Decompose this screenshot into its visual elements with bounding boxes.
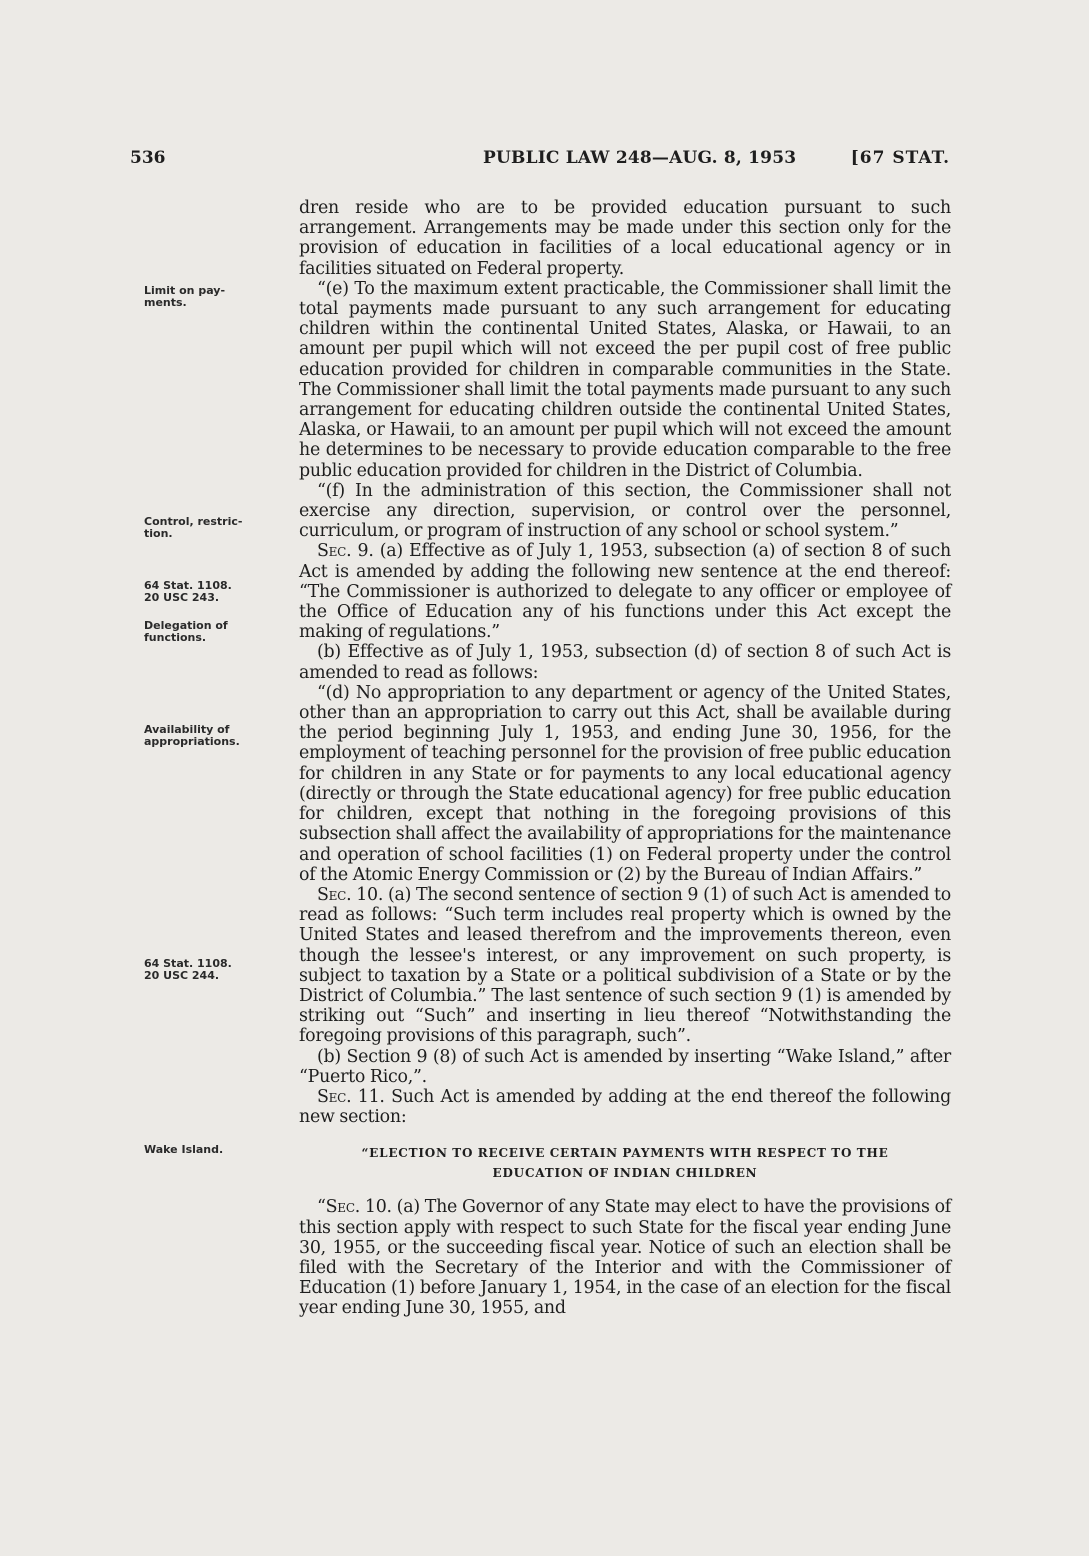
margin-note-line: 20 USC 244. (144, 969, 220, 982)
page-number: 536 (130, 148, 166, 168)
section-label: Sec. (317, 541, 352, 562)
paragraph-section-9b: (b) Effective as of July 1, 1953, subsection (d) of section 8 of such Act is amended to read as follows: (299, 642, 951, 683)
paragraph-subsection-e: “(e) To the maximum extent practicable, the Commissioner shall limit the total payments made pursuant to any such arrangement for educating children within the continental United States, Alaska, or Hawaii, to an amount per pupil which will not exceed the per pupil cost of free public education provided for children in comparable communities in the State. The Commissioner shall limit the total payments made pursuant to any such arrangement for educating children outside the continental United States, Alaska, or Hawaii, to an amount per pupil which will not exceed the amount he determines to be necessary to provide education comparable to the free public education provided for children in the District of Columbia. (299, 278, 951, 481)
margin-note-line: tion. (144, 527, 173, 540)
paragraph-text: 11. Such Act is amended by adding at the end thereof the following new section: (299, 1086, 951, 1128)
paragraph-subsection-f: “(f) In the administration of this section, the Commissioner shall not exercise any direction, supervision, or control over the personnel, curriculum, or program of instruction of any school or school system.” (299, 480, 951, 542)
margin-note-control-restriction (144, 516, 294, 540)
page-header (130, 148, 950, 172)
margin-note-line: Control, restric- (144, 515, 243, 528)
paragraph-text: 9. (a) Effective as of July 1, 1953, subsection (a) of section 8 of such Act is amended by adding the following new sentence at the end thereof: “The Commissioner is authorized to delegate to any officer or employee of the Office of Education any of his functions under this Act except the making of regulations.” (299, 541, 951, 643)
margin-note-availability-of-appropriations (144, 724, 294, 748)
margin-note-line: Limit on pay- (144, 284, 226, 297)
paragraph-text: 10. (a) The second sentence of section 9 (1) of such Act is amended to read as follows: “Such term includes real property which is owned by the United States and leased therefrom and the improvements thereon, even though the lessee's interest, or any improvement on such property, is subject to taxation by a State or a political subdivision of a State or by the District of Columbia.” The last sentence of such section 9 (1) is amended by striking out “Such” and inserting in lieu thereof “Notwithstanding the foregoing provisions of this paragraph, such”. (299, 884, 951, 1047)
paragraph-section-10b: (b) Section 9 (8) of such Act is amended by inserting “Wake Island,” after “Puerto Rico,”. (299, 1046, 951, 1087)
volume-reference: [67 STAT. (850, 148, 950, 168)
margin-note-line: appropriations. (144, 735, 240, 748)
running-title: PUBLIC LAW 248—AUG. 8, 1953 (483, 148, 797, 168)
margin-note-line: ments. (144, 296, 187, 309)
margin-note-line: 20 USC 243. (144, 591, 220, 604)
body-text (299, 198, 951, 1319)
paragraph: dren reside who are to be provided education pursuant to such arrangement. Arrangements may be made under this section only for the provision of education in facilities of a local educational agency or in facilities situated on Federal property. (299, 198, 951, 279)
paragraph-subsection-d: “(d) No appropriation to any department or agency of the United States, other than an appropriation to carry out this Act, shall be available during the period beginning July 1, 1953, and ending June 30, 1956, for the employment of teaching personnel for the provision of free public education for children in any State or for payments to any local educational agency (directly or through the State educational agency) for free public education for children, except that nothing in the foregoing provisions of this subsection shall affect the availability of appropriations for the maintenance and operation of school facilities (1) on Federal property under the control of the Atomic Energy Commission or (2) by the Bureau of Indian Affairs.” (299, 682, 951, 885)
margin-note-line: Wake Island. (144, 1143, 224, 1156)
heading-line: “ELECTION TO RECEIVE CERTAIN PAYMENTS WITH RESPECT TO THE (361, 1146, 889, 1161)
paragraph-section-9a (299, 541, 951, 642)
margin-note-line: Delegation of (144, 619, 228, 632)
margin-note-line: functions. (144, 631, 207, 644)
margin-note-wake-island (144, 1144, 294, 1156)
margin-note-limit-on-payments (144, 285, 294, 309)
section-heading (299, 1143, 951, 1183)
margin-note-citation-sec9 (144, 580, 294, 604)
margin-note-line: 64 Stat. 1108. (144, 957, 232, 970)
section-label: Sec. (317, 1086, 352, 1107)
section-label: Sec. (325, 1197, 361, 1218)
paragraph-text: 10. (a) The Governor of any State may elect to have the provisions of this section apply with respect to such State for the fiscal year ending June 30, 1955, or the succeeding fiscal year. Notice of such an election shall be filed with the Secretary of the Interior and with the Commissioner of Education (1) before January 1, 1954, in the case of an election for the fiscal year ending June 30, 1955, and (299, 1197, 951, 1319)
quote-mark: “ (317, 1197, 326, 1218)
paragraph-section-11 (299, 1087, 951, 1127)
margin-note-line: Availability of (144, 723, 230, 736)
paragraph-new-section-10a (299, 1197, 951, 1318)
margin-note-citation-sec10 (144, 958, 294, 982)
margin-note-line: 64 Stat. 1108. (144, 579, 232, 592)
paragraph-section-10a (299, 885, 951, 1047)
section-label: Sec. (317, 884, 352, 905)
margin-note-delegation-of-functions (144, 620, 294, 644)
heading-line: EDUCATION OF INDIAN CHILDREN (492, 1166, 758, 1181)
